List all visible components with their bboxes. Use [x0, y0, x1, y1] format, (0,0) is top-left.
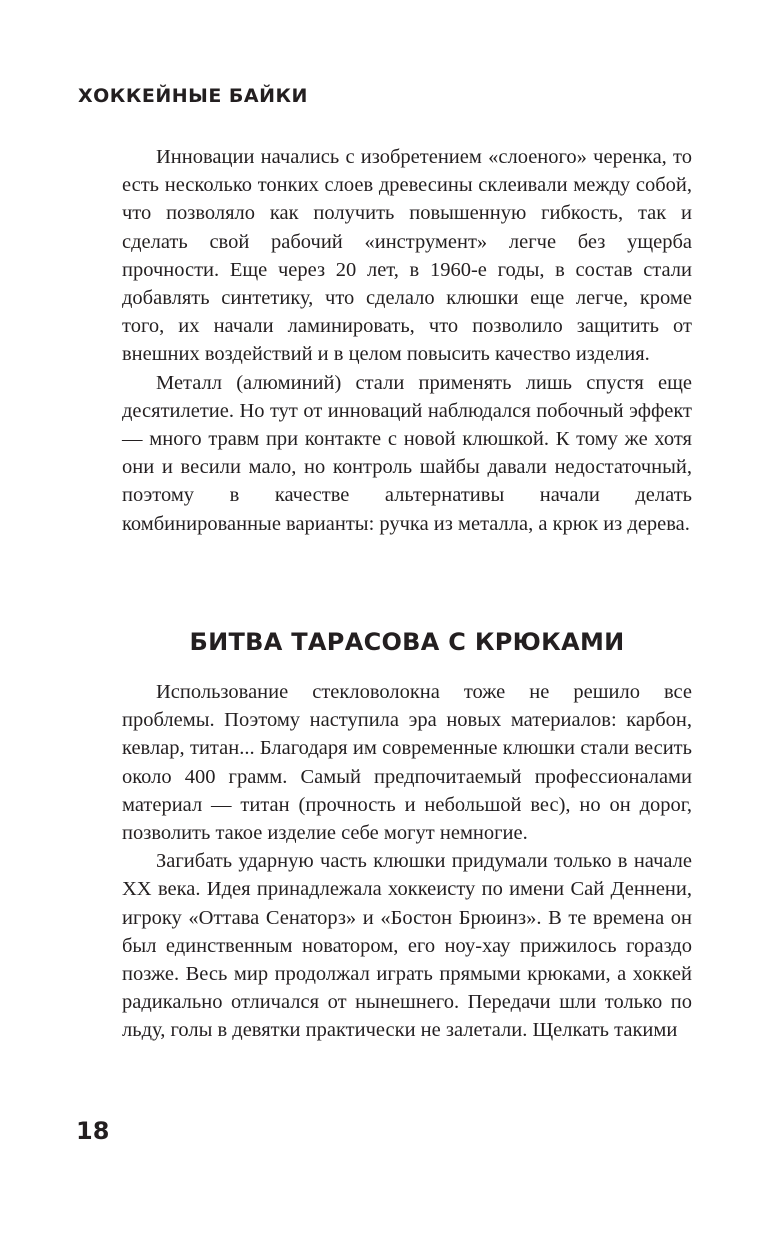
paragraph: Загибать ударную часть клюшки придумали только в начале XX века. Идея принадлежала хоккеисту по имени Сай Деннени, игроку «Оттава Сенаторз» и «Бостон Брюинз». В те времена он был единственным новатором, его ноу-хау прижилось гораздо позже. Весь мир продолжал играть прямыми крюками, а хоккей радикально отличался от нынешнего. Передачи шли только по льду, голы в девятки практически не залетали. Щелкать такими	[122, 850, 692, 1042]
text-block-intro	[122, 143, 692, 538]
section-heading: БИТВА ТАРАСОВА С КРЮКАМИ	[189, 628, 625, 656]
paragraph: Инновации начались с изобретением «слоеного» черенка, то есть несколько тонких слоев древесины склеивали между собой, что позволяло как получить повышенную гибкость, так и сделать свой рабочий «инструмент» легче без ущерба прочности. Еще через 20 лет, в 1960-е годы, в состав стали добавлять синтетику, что сделало клюшки еще легче, кроме того, их начали ламинировать, что позволило защитить от внешних воздействий и в целом повысить качество изделия.	[122, 146, 692, 366]
running-head: ХОККЕЙНЫЕ БАЙКИ	[78, 85, 308, 107]
text-block-section	[122, 678, 692, 1045]
paragraph: Металл (алюминий) стали применять лишь спустя еще десятилетие. Но тут от инноваций наблюдался побочный эффект — много травм при контакте с новой клюшкой. К тому же хотя они и весили мало, но контроль шайбы давали недостаточный, поэтому в качестве альтернативы начали делать комбинированные варианты: ручка из металла, а крюк из дерева.	[122, 371, 692, 535]
page-number: 18	[76, 1117, 110, 1145]
paragraph: Использование стекловолокна тоже не решило все проблемы. Поэтому наступила эра новых материалов: карбон, кевлар, титан... Благодаря им современные клюшки стали весить около 400 грамм. Самый предпочитаемый профессионалами материал — титан (прочность и небольшой вес), но он дорог, позволить такое изделие себе могут немногие.	[122, 681, 692, 845]
